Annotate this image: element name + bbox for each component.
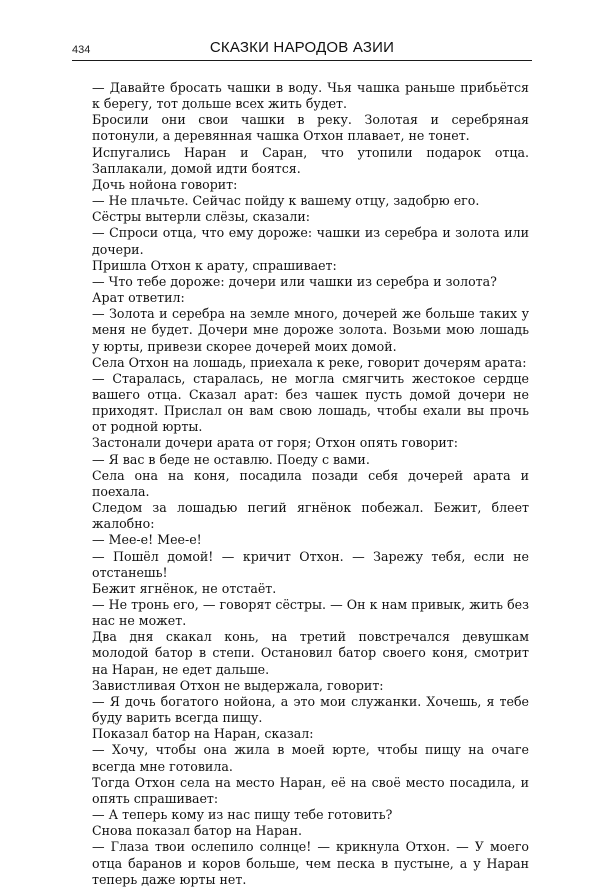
paragraph: Следом за лошадью пегий ягнёнок побежал. Бежит, блеет жалобно: xyxy=(92,500,529,532)
paragraph: — Золота и серебра на земле много, дочерей же больше таких у меня не будет. Дочери мне дороже золота. Возьми мою лошадь у юрты, привези скорее дочерей моих домой. xyxy=(92,306,529,354)
body-text xyxy=(92,80,529,888)
paragraph: Сёстры вытерли слёзы, сказали: xyxy=(92,209,311,225)
paragraph: Бросили они свои чашки в реку. Золотая и серебряная потонули, а деревянная чашка Отхон плавает, не тонет. xyxy=(92,112,529,144)
paragraph: — Что тебе дороже: дочери или чашки из серебра и золота? xyxy=(92,273,497,289)
paragraph: — Я вас в беде не оставлю. Поеду с вами. xyxy=(92,451,370,467)
paragraph: Показал батор на Наран, сказал: xyxy=(92,726,314,742)
paragraph: — Не плачьте. Сейчас пойду к вашему отцу, задобрю его. xyxy=(92,193,480,209)
paragraph: — Пошёл домой! — кричит Отхон. — Зарежу тебя, если не отстанешь! xyxy=(92,548,529,580)
paragraph: — Спроси отца, что ему дороже: чашки из серебра и золота или дочери. xyxy=(92,225,529,257)
paragraph: — Хочу, чтобы она жила в моей юрте, чтобы пищу на очаге всегда мне готовила. xyxy=(92,742,529,774)
paragraph: Завистливая Отхон не выдержала, говорит: xyxy=(92,677,384,693)
paragraph: — А теперь кому из нас пищу тебе готовить? xyxy=(92,807,393,823)
paragraph: Села она на коня, посадила позади себя дочерей арата и поехала. xyxy=(92,467,529,499)
paragraph: — Старалась, старалась, не могла смягчить жестокое сердце вашего отца. Сказал арат: без чашек пусть домой дочери не приходят. Прислал он вам свою лошадь, чтобы ехали вы прочь от родной юрты. xyxy=(92,370,529,435)
paragraph: — Не тронь его, — говорят сёстры. — Он к нам привык, жить без нас не может. xyxy=(92,597,529,629)
running-title: СКАЗКИ НАРОДОВ АЗИИ xyxy=(209,39,395,56)
paragraph: Тогда Отхон села на место Наран, её на своё место посадила, и опять спрашивает: xyxy=(92,774,529,806)
paragraph: Застонали дочери арата от горя; Отхон опять говорит: xyxy=(92,435,459,451)
paragraph: — Мее-е! Мее-е! xyxy=(92,532,202,548)
running-header xyxy=(72,36,532,61)
paragraph: Пришла Отхон к арату, спрашивает: xyxy=(92,257,337,273)
paragraph: Дочь нойона говорит: xyxy=(92,176,238,192)
paragraph: — Я дочь богатого нойона, а это мои служанки. Хочешь, я тебе буду варить всегда пищу. xyxy=(92,693,529,726)
paragraph: Испугались Наран и Саран, что утопили подарок отца. Заплакали, домой идти боятся. xyxy=(92,144,529,176)
paragraph: Села Отхон на лошадь, приехала к реке, говорит дочерям арата: xyxy=(92,354,527,370)
paragraph: Снова показал батор на Наран. xyxy=(92,823,303,839)
paragraph: — Давайте бросать чашки в воду. Чья чашка раньше прибьётся к берегу, тот дольше всех жить будет. xyxy=(92,80,529,112)
paragraph: — Глаза твои ослепило солнце! — крикнула Отхон. — У моего отца баранов и коров больше, чем песка в пустыне, а у Наран теперь даже юрты нет. xyxy=(92,839,529,887)
page-number: 434 xyxy=(72,44,91,56)
paragraph: Арат ответил: xyxy=(92,290,185,306)
paragraph: Два дня скакал конь, на третий повстречался девушкам молодой батор в степи. Остановил батор своего коня, смотрит на Наран, не едет дальше. xyxy=(92,629,529,677)
paragraph: Бежит ягнёнок, не отстаёт. xyxy=(92,580,277,596)
